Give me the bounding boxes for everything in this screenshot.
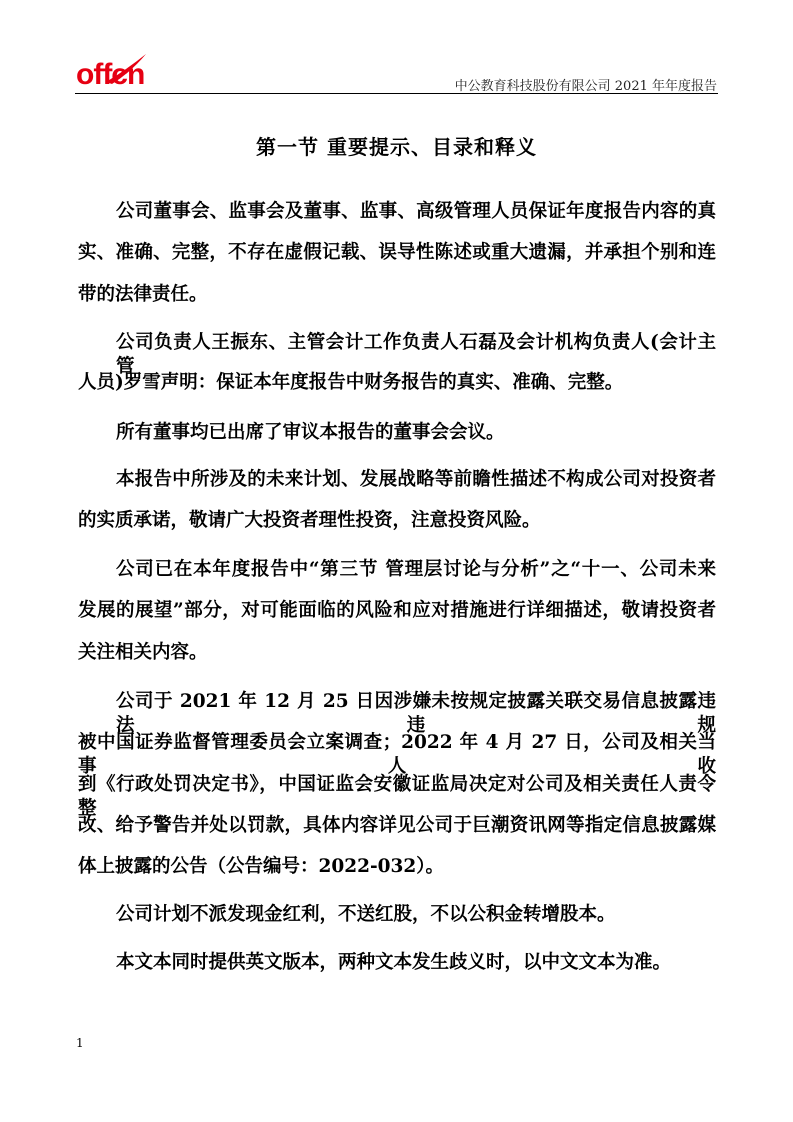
paragraph-line: 公司计划不派发现金红利，不送红股，不以公积金转增股本。 <box>116 904 616 925</box>
paragraph-line: 发展的展望”部分，对可能面临的风险和应对措施进行详细描述，敬请投资者 <box>78 600 716 621</box>
paragraph-line: 改、给予警告并处以罚款，具体内容详见公司于巨潮资讯网等指定信息披露媒 <box>78 815 716 836</box>
paragraph-line: 公司负责人王振东、主管会计工作负责人石磊及会计机构负责人(会计主管 <box>116 332 716 377</box>
paragraph-line: 实、准确、完整，不存在虚假记载、误导性陈述或重大遗漏，并承担个别和连 <box>78 242 716 263</box>
paragraph-line: 的实质承诺，敬请广大投资者理性投资，注意投资风险。 <box>78 510 541 531</box>
paragraph-line: 人员)罗雪声明：保证本年度报告中财务报告的真实、准确、完整。 <box>78 372 624 393</box>
paragraph-line: 公司已在本年度报告中“第三节 管理层讨论与分析”之“十一、公司未来 <box>116 559 716 580</box>
page-number: 1 <box>76 1036 84 1050</box>
offcn-logo <box>76 52 148 90</box>
report-header-title: 中公教育科技股份有限公司 2021 年年度报告 <box>454 79 717 94</box>
paragraph-line: 关注相关内容。 <box>78 642 208 663</box>
section-title: 第一节 重要提示、目录和释义 <box>256 135 537 159</box>
paragraph-line: 带的法律责任。 <box>78 284 208 305</box>
paragraph-line: 所有董事均已出席了审议本报告的董事会会议。 <box>116 422 505 443</box>
paragraph-line: 体上披露的公告（公告编号：2022-032）。 <box>78 856 445 877</box>
paragraph-line: 本文本同时提供英文版本，两种文本发生歧义时，以中文文本为准。 <box>116 952 672 973</box>
paragraph-line: 本报告中所涉及的未来计划、发展战略等前瞻性描述不构成公司对投资者 <box>116 469 716 490</box>
paragraph-line: 被中国证券监督管理委员会立案调查；2022 年 4 月 27 日，公司及相关当事人收 <box>78 732 716 777</box>
logo-text: offcn <box>76 58 145 91</box>
paragraph-line: 公司董事会、监事会及董事、监事、高级管理人员保证年度报告内容的真 <box>116 201 716 222</box>
paragraph-line: 到《行政处罚决定书》，中国证监会安徽证监局决定对公司及相关责任人责令整 <box>78 774 716 819</box>
header-divider <box>75 93 718 94</box>
paragraph-line: 公司于 2021 年 12 月 25 日因涉嫌未按规定披露关联交易信息披露违法违规 <box>116 691 716 736</box>
